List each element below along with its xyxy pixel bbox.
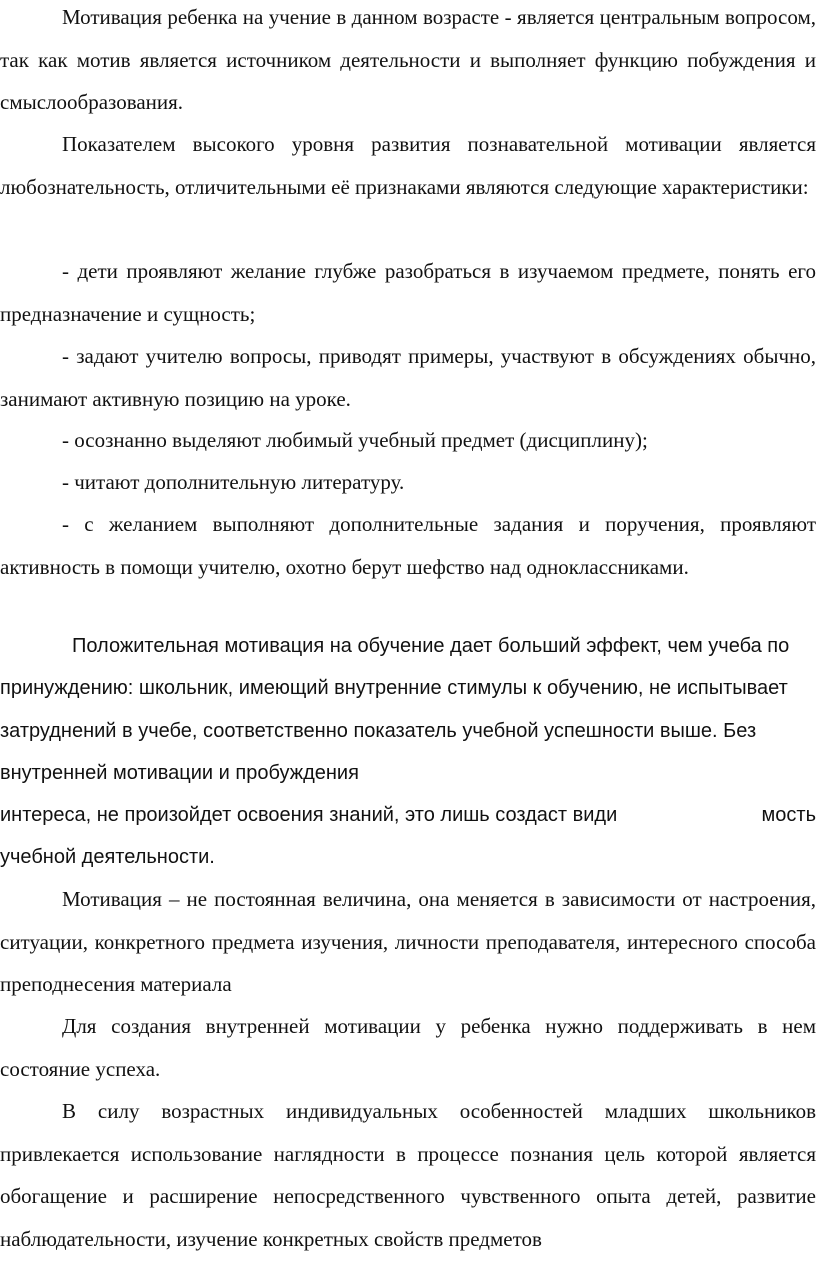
paragraph-visual-aids: В силу возрастных индивидуальных особенностей младших школьников привлекается использование наглядности в процессе познания цель которой является обогащение и расширение непосредственного чувственного опыта детей, развитие наблюдательности, изучение конкретных свойств предметов <box>0 1099 816 1251</box>
list-item-ask-questions: - задают учителю вопросы, приводят примеры, участвуют в обсуждениях обычно, занимают активную позицию на уроке. <box>0 344 816 411</box>
paragraph-positive-motivation <box>0 625 816 879</box>
paragraph-state-of-success: Для создания внутренней мотивации у ребенка нужно поддерживать в нем состояние успеха. <box>0 1014 816 1081</box>
positive-motivation-last-line: учебной деятельности. <box>0 846 215 869</box>
paragraph-motivation-intro: Мотивация ребенка на учение в данном возрасте - является центральным вопросом, так как мотив является источником деятельности и выполняет функцию побуждения и смыслообразования. <box>0 5 816 114</box>
positive-motivation-line-left: интереса, не произойдет освоения знаний, это лишь создаст види <box>0 804 618 827</box>
list-item-favorite-subject: - осознанно выделяют любимый учебный предмет (дисциплину); <box>62 428 648 452</box>
list-item-extra-reading: - читают дополнительную литературу. <box>62 470 405 494</box>
paragraph-motivation-variable: Мотивация – не постоянная величина, она меняется в зависимости от настроения, ситуации, конкретного предмета изучения, личности преподавателя, интересного способа преподнесения материала <box>0 887 816 996</box>
positive-motivation-text: Положительная мотивация на обучение дает больший эффект, чем учеба по принуждению: школьник, имеющий внутренние стимулы к обучению, не испытывает затруднений в учебе, соответственно показатель учебной успешности выше. Без внутренней мотивации и пробуждения <box>0 635 790 784</box>
positive-motivation-line-right: мость <box>761 804 816 827</box>
list-item-desire-to-understand: - дети проявляют желание глубже разобраться в изучаемом предмете, понять его предназначение и сущность; <box>0 259 816 326</box>
list-item-extra-tasks: - с желанием выполняют дополнительные задания и поручения, проявляют активность в помощи учителю, охотно берут шефство над одноклассниками. <box>0 512 816 579</box>
paragraph-cognitive-motivation: Показателем высокого уровня развития познавательной мотивации является любознательность, отличительными её признаками являются следующие характеристики: <box>0 132 816 199</box>
positive-motivation-line <box>0 794 816 836</box>
